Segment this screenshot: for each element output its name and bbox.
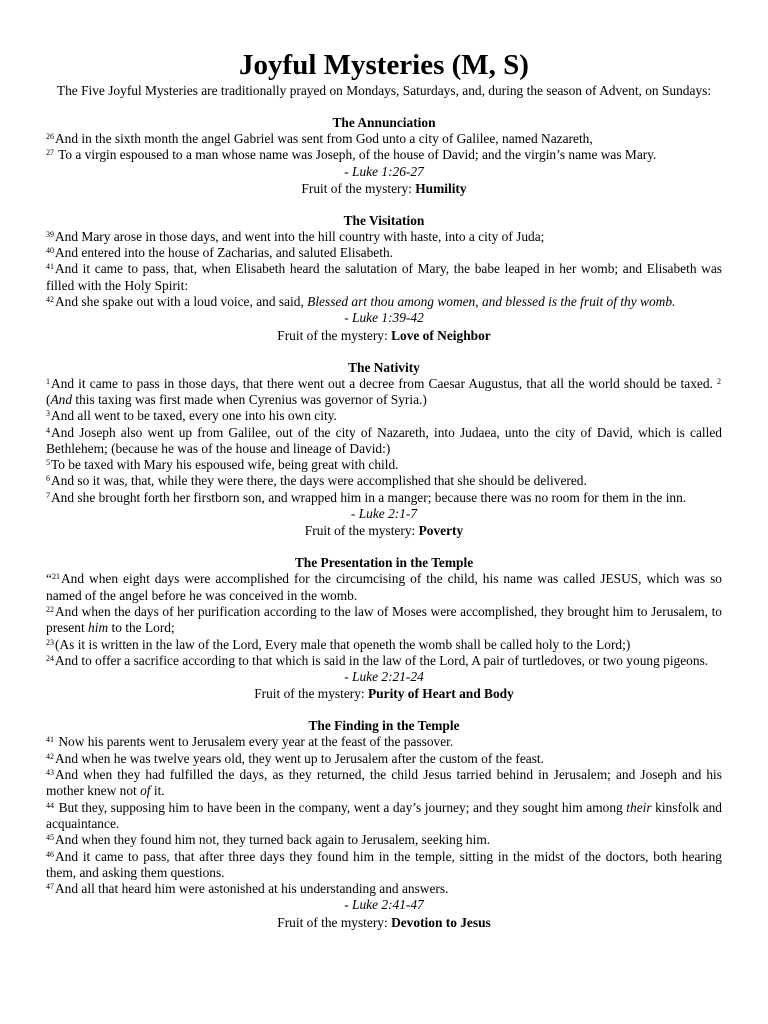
verse-text: But they, supposing him to have been in the company, went a day’s journey; and they sought him among [55, 799, 627, 815]
fruit-value: Humility [415, 180, 467, 196]
fruit-label: Fruit of the mystery: [254, 686, 368, 702]
verse-text: And when they found him not, they turned back again to Jerusalem, seeking him. [55, 832, 491, 848]
verse-number: 26 [46, 132, 54, 141]
verse-text: And it came to pass in those days, that there went out a decree from Caesar Augustus, that all the world should be taxed. [51, 375, 717, 391]
verse-italic: Blessed art thou among women, and blessed is the fruit of thy womb. [307, 294, 676, 310]
mystery-section [46, 359, 722, 540]
scripture-reference: - Luke 2:21-24 [344, 669, 424, 685]
intro-text: The Five Joyful Mysteries are traditionally prayed on Mondays, Saturdays, and, during the season of Advent, on Sundays: [56, 83, 712, 98]
verse-line [46, 637, 722, 653]
verse-number: 45 [46, 833, 54, 843]
mystery-section [46, 554, 722, 702]
scripture-reference: - Luke 2:1-7 [350, 506, 418, 522]
verse-line [46, 832, 722, 848]
verse-text: And when eight days were accomplished for the circumcising of the child, his name was called JESUS, which was so named of the angel before he was conceived in the womb. [46, 571, 722, 603]
mystery-title: The Nativity [348, 359, 420, 375]
verse-line [46, 767, 722, 800]
verse-number: 39 [46, 229, 54, 239]
mystery-title: The Visitation [343, 212, 425, 228]
verse-text: ( [46, 391, 51, 407]
mystery-section [46, 212, 722, 344]
verse-text: And so it was, that, while they were there, the days were accomplished that she should be delivered. [51, 473, 587, 489]
verse-text: And she spake out with a loud voice, and said, [55, 294, 308, 310]
verse-line [46, 604, 722, 637]
verse-text: to the Lord; [108, 620, 175, 636]
verse-text: And when they had fulfilled the days, as they returned, the child Jesus tarried behind in Jerusalem; and Joseph and his mother knew not [46, 767, 722, 799]
verse-line [46, 653, 722, 669]
verse-text: And Joseph also went up from Galilee, out of the city of Nazareth, into Judaea, unto the city of David, which is called Bethlehem; (because he was of the house and lineage of David:) [46, 424, 722, 456]
verse-line [46, 800, 722, 833]
verse-number: 42 [46, 751, 54, 761]
verse-text: And it came to pass, that after three days they found him in the temple, sitting in the midst of the doctors, both hearing them, and asking them questions. [46, 848, 722, 880]
verse-number: 3 [46, 409, 50, 419]
fruit-of-mystery [46, 327, 722, 344]
verse-line [46, 408, 722, 424]
verse-line [46, 473, 722, 489]
verse-text: And all that heard him were astonished at his understanding and answers. [55, 881, 449, 897]
verse-number: 27 [46, 148, 54, 158]
verse-number: 5 [46, 458, 50, 468]
verse-line [46, 490, 722, 506]
verse-line [46, 571, 722, 604]
verse-number: 23 [46, 637, 54, 647]
mystery-section [46, 717, 722, 930]
verse-number: 1 [46, 376, 50, 386]
verse-italic: And [50, 391, 73, 407]
verse-text: And to offer a sacrifice according to that which is said in the law of the Lord, A pair of turtledoves, or two young pigeons. [55, 652, 709, 668]
verse-number: 44 [46, 800, 54, 810]
scripture-reference: - Luke 2:41-47 [344, 897, 424, 913]
verse-text: To a virgin espoused to a man whose name was Joseph, of the house of David; and the virgin’s name was Mary. [55, 147, 657, 163]
fruit-value: Love of Neighbor [391, 327, 491, 343]
verse-italic: their [626, 799, 652, 815]
verse-line [46, 229, 722, 245]
verse-number: 40 [46, 246, 54, 256]
mystery-section [46, 114, 722, 197]
fruit-label: Fruit of the mystery: [277, 327, 392, 343]
verse-line [46, 376, 722, 409]
verse-text: And it came to pass, that, when Elisabeth heard the salutation of Mary, the babe leaped in her womb; and Elisabeth was filled with the Holy Spirit: [46, 261, 722, 293]
page-title: Joyful Mysteries (M, S) [239, 49, 529, 81]
verse-number: 42 [46, 295, 54, 305]
verse-number: 4 [46, 425, 50, 435]
verse-text: Now his parents went to Jerusalem every year at the feast of the passover. [55, 734, 454, 750]
verse-line [46, 881, 722, 897]
verse-text: it. [150, 783, 165, 799]
verse-number: 7 [46, 490, 50, 500]
fruit-value: Purity of Heart and Body [368, 686, 514, 702]
verse-italic: of [140, 783, 151, 799]
verse-text: And when he was twelve years old, they went up to Jerusalem after the custom of the feast. [55, 750, 544, 766]
verse-line [46, 245, 722, 261]
verse-line [46, 294, 722, 310]
verse-line [46, 457, 722, 473]
verse-number: 24 [46, 653, 54, 663]
verse-text: And Mary arose in those days, and went into the hill country with haste, into a city of Juda; [55, 228, 545, 244]
verse-text: And entered into the house of Zacharias, and saluted Elisabeth. [55, 245, 394, 261]
verse-text: this taxing was first made when Cyrenius was governor of Syria.) [72, 391, 427, 407]
verse-prefix: “ [46, 571, 52, 587]
scripture-reference: - Luke 1:26-27 [344, 163, 424, 179]
scripture-reference: - Luke 1:39-42 [344, 310, 424, 326]
verse-line [46, 734, 722, 750]
fruit-value: Poverty [418, 523, 464, 539]
verse-line [46, 425, 722, 458]
verse-line [46, 147, 722, 163]
mystery-title: The Finding in the Temple [308, 718, 460, 734]
verse-number: 41 [46, 262, 54, 272]
verse-number: 43 [46, 768, 54, 778]
verse-number: 22 [46, 604, 54, 614]
verse-number: 47 [46, 882, 54, 892]
fruit-of-mystery [46, 914, 722, 931]
verse-line [46, 261, 722, 294]
verse-number: 21 [51, 572, 60, 582]
verse-number: 6 [46, 474, 50, 484]
fruit-of-mystery [46, 180, 722, 197]
verse-text: And when the days of her purification according to the law of Moses were accomplished, they brought him to Jerusalem, to present [46, 603, 722, 636]
fruit-label: Fruit of the mystery: [304, 523, 419, 539]
verse-text: To be taxed with Mary his espoused wife, being great with child. [51, 457, 399, 473]
verse-line [46, 131, 722, 147]
fruit-label: Fruit of the mystery: [301, 180, 416, 196]
verse-text: And in the sixth month the angel Gabriel was sent from God unto a city of Galilee, named Nazareth, [55, 131, 593, 146]
mysteries-list [46, 114, 722, 931]
verse-text: And all went to be taxed, every one into his own city. [51, 408, 337, 424]
verse-number: 46 [46, 849, 54, 859]
mystery-title: The Presentation in the Temple [294, 555, 474, 571]
verse-italic: him [88, 620, 109, 636]
verse-line [46, 849, 722, 882]
verse-line [46, 751, 722, 767]
fruit-of-mystery [46, 522, 722, 539]
verse-text: And she brought forth her firstborn son, and wrapped him in a manger; because there was no room for them in the inn. [51, 489, 687, 505]
verse-text: (As it is written in the law of the Lord, Every male that openeth the womb shall be called holy to the Lord;) [55, 636, 631, 652]
verse-text: kinsfolk and acquaintance. [46, 799, 722, 831]
fruit-value: Devotion to Jesus [391, 914, 491, 930]
fruit-of-mystery [46, 685, 722, 702]
verse-number: 41 [46, 735, 54, 745]
mystery-title: The Annunciation [332, 115, 436, 130]
fruit-label: Fruit of the mystery: [277, 914, 392, 930]
verse-number: 2 [717, 376, 721, 386]
